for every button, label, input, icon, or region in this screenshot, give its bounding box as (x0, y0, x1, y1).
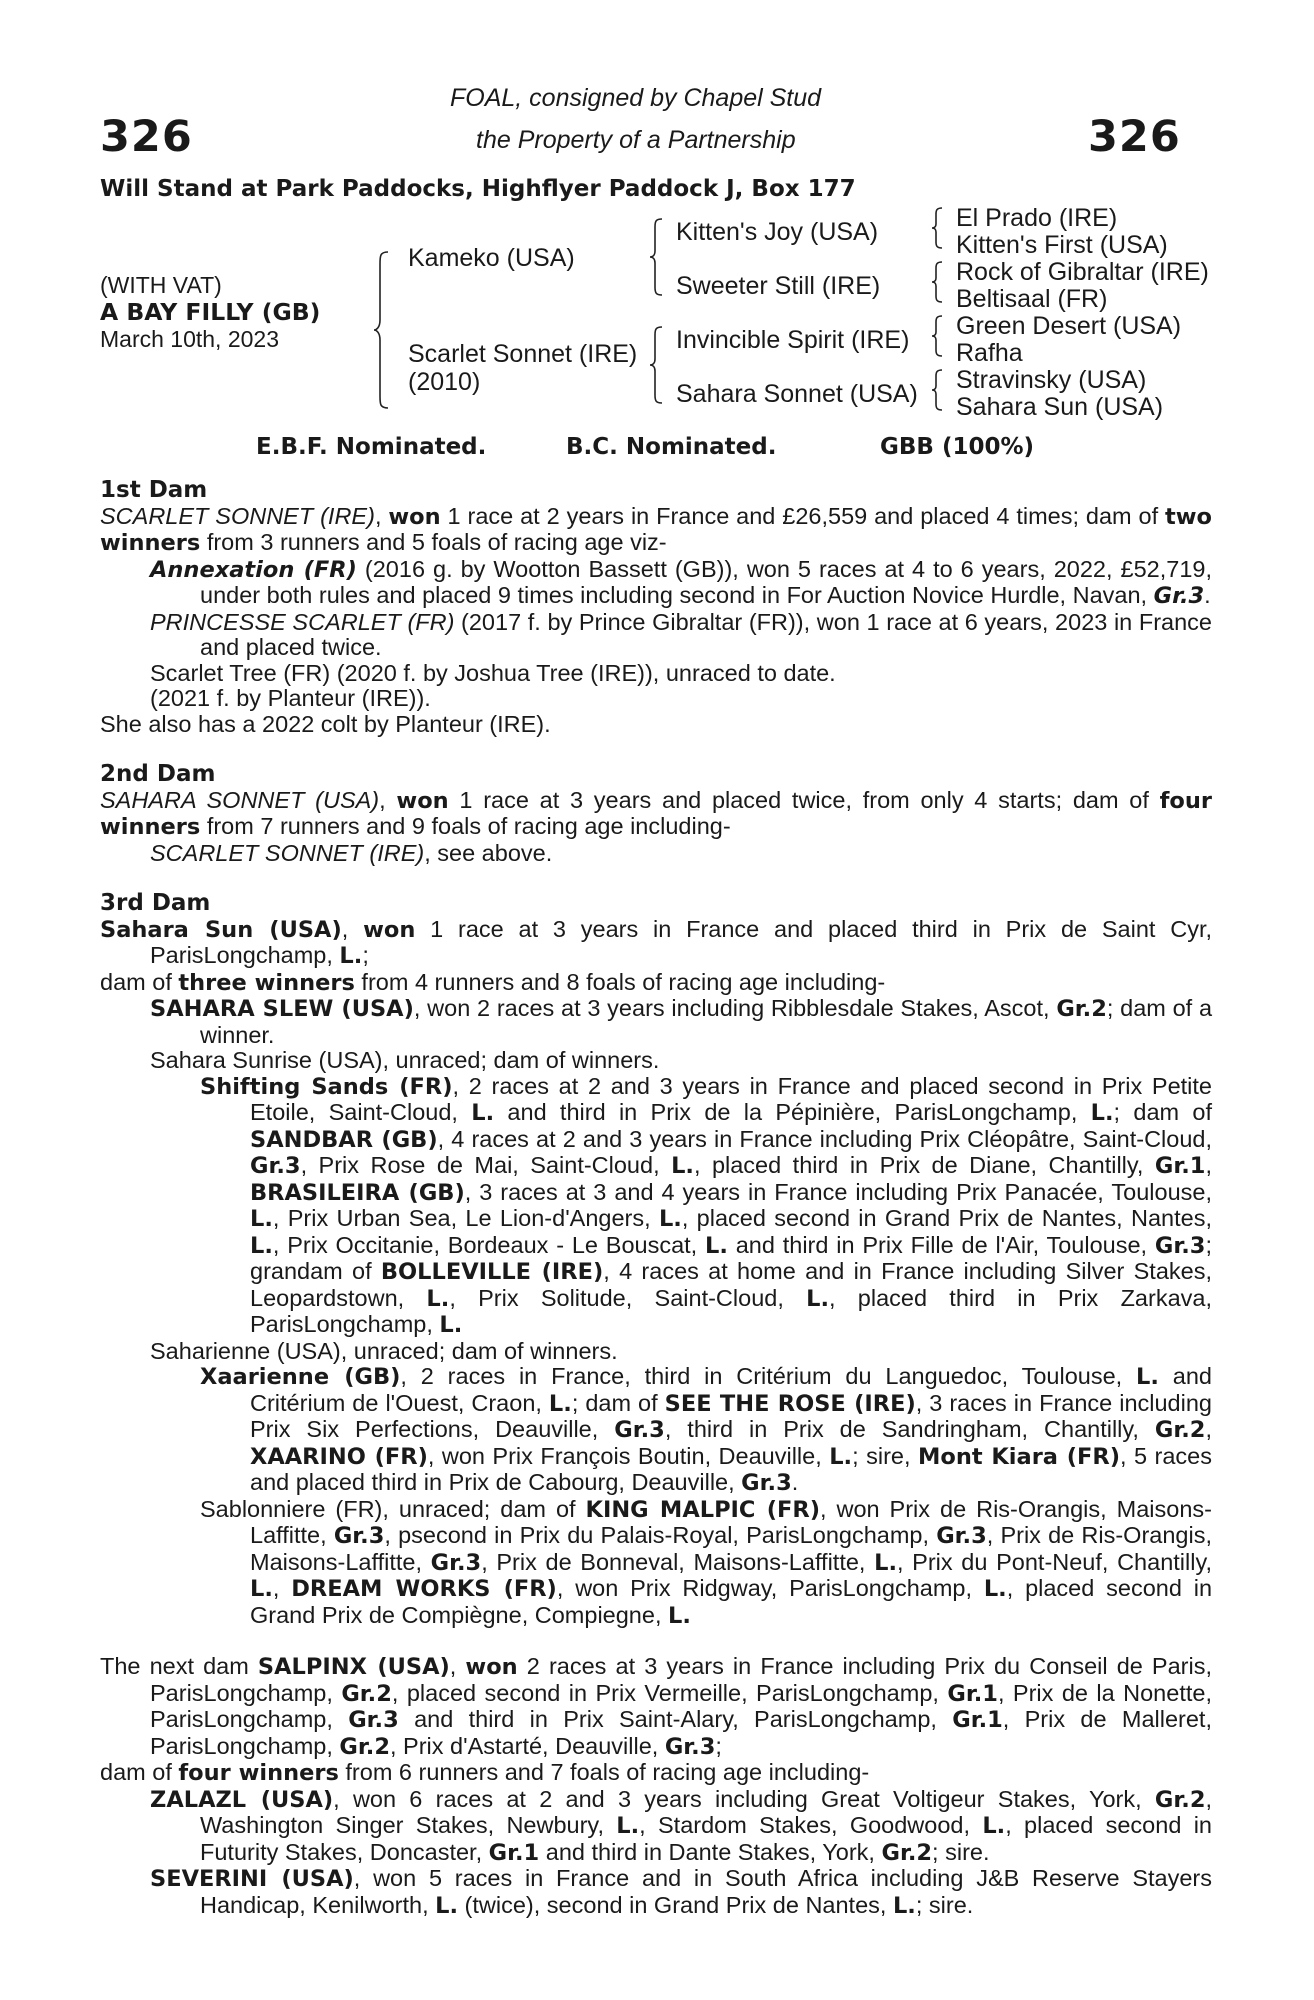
first-dam-heading: 1st Dam (100, 477, 208, 503)
next-dam-produce-intro: dam of four winners from 6 runners and 7 foals of racing age including- (100, 1759, 870, 1786)
bc-nominated: B.C. Nominated. (566, 434, 777, 460)
third-dam-produce-intro: dam of three winners from 4 runners and 8 foals of racing age including- (100, 968, 886, 996)
gg-7: Stravinsky (USA) (956, 366, 1147, 394)
produce-scarlet-tree: Scarlet Tree (FR) (2020 f. by Joshua Tree (IRE)), unraced to date. (150, 659, 836, 686)
gg-2: Kitten's First (USA) (956, 231, 1168, 259)
sahara-slew: SAHARA SLEW (USA), won 2 races at 3 years including Ribblesdale Stakes, Ascot, Gr.2; dam of a winner. (150, 995, 1213, 1048)
dam-year: (2010) (408, 368, 481, 396)
date-of-birth: March 10th, 2023 (100, 326, 280, 352)
stand-location: Will Stand at Park Paddocks, Highflyer Paddock J, Box 177 (100, 176, 856, 202)
brace-sire (648, 217, 666, 297)
brace-dam (648, 325, 666, 405)
xaarienne: Xaarienne (GB), 2 races in France, third in Critérium du Languedoc, Toulouse, L. and Critérium de l'Ouest, Craon, L.; dam of SEE THE ROSE (IRE), 3 races in France including Prix Six Perfections, Deauville, Gr.3, third in Prix de Sandringham, Chantilly, Gr.2, XAARINO (FR), won Prix François Boutin, Deauville, L.; sire, Mont Kiara (FR), 5 races and placed third in Prix de Cabourg, Deauville, Gr.3. (200, 1363, 1212, 1496)
sahara-sunrise: Sahara Sunrise (USA), unraced; dam of winners. (150, 1047, 660, 1073)
dam: Scarlet Sonnet (IRE) (408, 340, 638, 368)
produce-princesse-scarlet: PRINCESSE SCARLET (FR) (2017 f. by Prince Gibraltar (FR)), won 1 race at 6 years, 2023 in France and placed twice. (150, 608, 1212, 660)
zalazl: ZALAZL (USA), won 6 races at 2 and 3 years including Great Voltigeur Stakes, York, Gr.2, Washington Singer Stakes, Newbury, L., Stardom Stakes, Goodwood, L., placed second in Futurity Stakes, Doncaster, Gr.1 and third in Dante Stakes, York, Gr.2; sire. (150, 1785, 1213, 1866)
gg-6: Rafha (956, 339, 1023, 367)
gg-4: Beltisaal (FR) (956, 285, 1108, 313)
catalogue-body (100, 478, 1212, 1919)
ebf-nominated: E.B.F. Nominated. (256, 434, 487, 460)
lot-number-left: 326 (100, 112, 193, 162)
brace-gg3 (930, 314, 946, 358)
dam-dam: Sahara Sonnet (USA) (676, 380, 918, 408)
shifting-sands: Shifting Sands (FR), 2 races at 2 and 3 years in France and placed second in Prix Petite Etoile, Saint-Cloud, L. and third in Prix de la Pépinière, ParisLongchamp, L.; dam of SANDBAR (GB), 4 races at 2 and 3 years in France including Prix Cléopâtre, Saint-Cloud, Gr.3, Prix Rose de Mai, Saint-Cloud, L., placed third in Prix de Diane, Chantilly, Gr.1, BRASILEIRA (GB), 3 races at 3 and 4 years in France including Prix Panacée, Toulouse, L., Prix Urban Sea, Le Lion-d'Angers, L., placed second in Grand Prix de Nantes, Nantes, L., Prix Occitanie, Bordeaux - Le Bouscat, L. and third in Prix Fille de l'Air, Toulouse, Gr.3; grandam of BOLLEVILLE (IRE), 4 races at home and in France including Silver Stakes, Leopardstown, L., Prix Solitude, Saint-Cloud, L., placed third in Prix Zarkava, ParisLongchamp, L. (200, 1072, 1213, 1338)
first-dam-summary: SCARLET SONNET (IRE), won 1 race at 2 years in France and £26,559 and placed 4 times; dam of two winners from 3 runners and 5 foals of racing age viz- (100, 502, 1213, 556)
second-dam-heading: 2nd Dam (100, 761, 216, 787)
sire: Kameko (USA) (408, 244, 575, 272)
sire-sire: Kitten's Joy (USA) (676, 218, 879, 246)
gbb-status: GBB (100%) (880, 434, 1035, 460)
saharienne: Saharienne (USA), unraced; dam of winners. (150, 1337, 618, 1364)
sire-dam: Sweeter Still (IRE) (676, 272, 881, 300)
lot-number-right: 326 (1088, 112, 1181, 162)
third-dam-heading: 3rd Dam (100, 890, 211, 916)
property-line: the Property of a Partnership (476, 126, 796, 154)
sablonniere: Sablonniere (FR), unraced; dam of KING MALPIC (FR), won Prix de Ris-Orangis, Maisons-Laffitte, Gr.3, psecond in Prix du Palais-Royal, ParisLongchamp, Gr.3, Prix de Ris-Orangis, Maisons-Laffitte, Gr.3, Prix de Bonneval, Maisons-Laffitte, L., Prix du Pont-Neuf, Chantilly, L., DREAM WORKS (FR), won Prix Ridgway, ParisLongchamp, L., placed second in Grand Prix de Compiègne, Compiegne, L. (200, 1495, 1213, 1629)
produce-annexation: Annexation (FR) (2016 g. by Wootton Bassett (GB)), won 5 races at 4 to 6 years, 2022, £52,719, under both rules and placed 9 times including second in For Auction Novice Hurdle, Navan, Gr.3. (150, 555, 1213, 609)
second-dam-produce: SCARLET SONNET (IRE), see above. (150, 839, 553, 866)
dam-sire: Invincible Spirit (IRE) (676, 326, 910, 354)
gg-8: Sahara Sun (USA) (956, 393, 1164, 421)
third-dam-summary: Sahara Sun (USA), won 1 race at 3 years in France and placed third in Prix de Saint Cyr, ParisLongchamp, L.; (100, 915, 1213, 969)
brace-gg1 (930, 206, 946, 250)
gg-3: Rock of Gibraltar (IRE) (956, 258, 1209, 286)
produce-2021: (2021 f. by Planteur (IRE)). (150, 685, 431, 711)
produce-2022: She also has a 2022 colt by Planteur (IRE). (100, 710, 551, 737)
consignor-line: FOAL, consigned by Chapel Stud (450, 84, 822, 112)
vat-note: (WITH VAT) (100, 272, 222, 298)
second-dam-summary: SAHARA SONNET (USA), won 1 race at 3 years and placed twice, from only 4 starts; dam of four winners from 7 runners and 9 foals of racing age including- (100, 786, 1212, 840)
next-dam-salpinx: The next dam SALPINX (USA), won 2 races at 3 years in France including Prix du Conseil de Paris, ParisLongchamp, Gr.2, placed second in Prix Vermeille, ParisLongchamp, Gr.1, Prix de la Nonette, ParisLongchamp, Gr.3 and third in Prix Saint-Alary, ParisLongchamp, Gr.1, Prix de Malleret, ParisLongchamp, Gr.2, Prix d'Astarté, Deauville, Gr.3; (100, 1653, 1212, 1760)
gg-1: El Prado (IRE) (956, 204, 1118, 232)
brace-gg2 (930, 260, 946, 304)
brace-gg4 (930, 368, 946, 412)
brace-main (372, 250, 392, 410)
severini: SEVERINI (USA), won 5 races in France and in South Africa including J&B Reserve Stayers Handicap, Kenilworth, L. (twice), second in Grand Prix de Nantes, L.; sire. (150, 1865, 1212, 1919)
gg-5: Green Desert (USA) (956, 312, 1182, 340)
horse-name: A BAY FILLY (GB) (100, 298, 321, 326)
